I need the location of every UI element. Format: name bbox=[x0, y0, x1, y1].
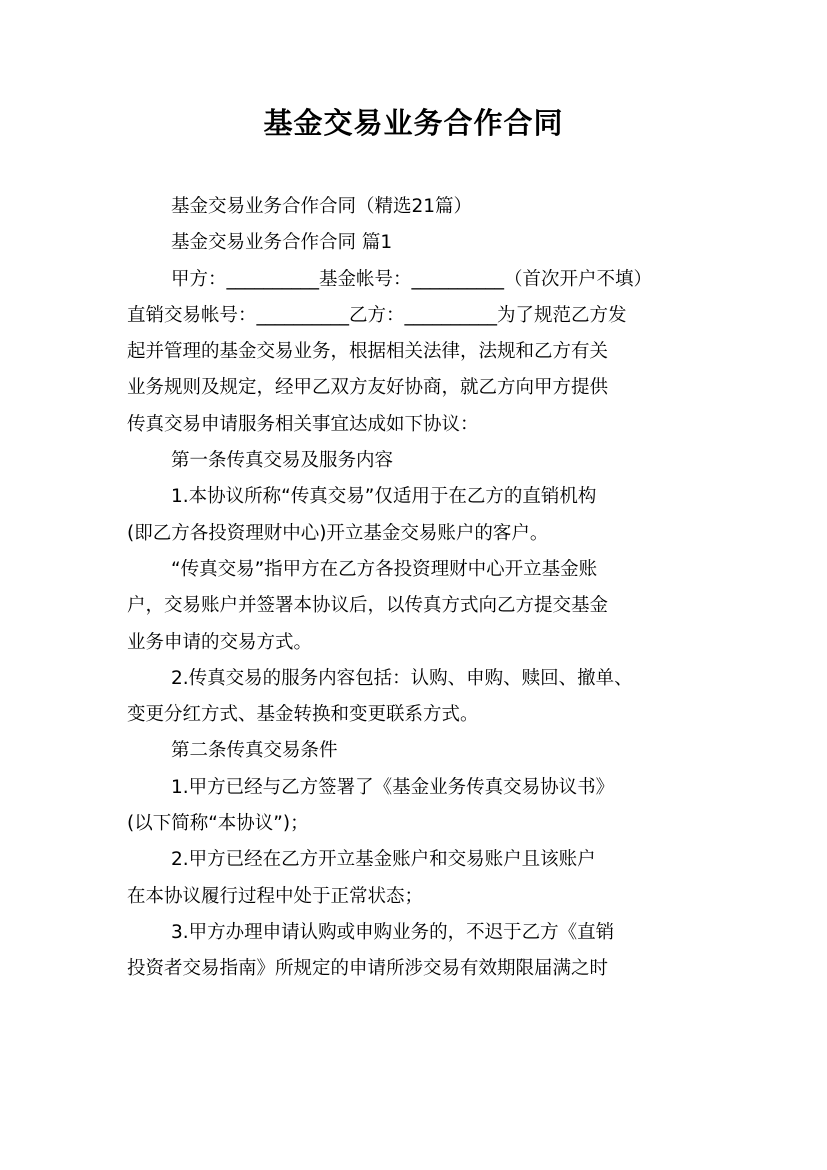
body-line: (以下简称“本协议”)； bbox=[127, 813, 309, 835]
body-line: 在本协议履行过程中处于正常状态； bbox=[127, 885, 424, 907]
body-line: 投资者交易指南》所规定的申请所涉交易有效期限届满之时 bbox=[127, 958, 609, 980]
body-line: 基金交易业务合作合同 篇1 bbox=[171, 232, 393, 254]
body-line: 直销交易帐号：__________乙方：__________为了规范乙方发 bbox=[127, 304, 627, 326]
body-line: 业务规则及规定，经甲乙双方友好协商，就乙方向甲方提供 bbox=[127, 377, 609, 399]
body-line: 2.传真交易的服务内容包括：认购、申购、赎回、撤单、 bbox=[171, 667, 633, 689]
body-line: (即乙方各投资理财中心)开立基金交易账户的客户。 bbox=[127, 522, 549, 544]
body-line: 基金交易业务合作合同（精选21篇） bbox=[171, 196, 473, 217]
section-heading: 第二条传真交易条件 bbox=[171, 740, 338, 762]
body-line: 传真交易申请服务相关事宜达成如下协议： bbox=[127, 413, 479, 435]
body-line: 户，交易账户并签署本协议后，以传真方式向乙方提交基金 bbox=[127, 595, 609, 617]
body-line: “传真交易”指甲方在乙方各投资理财中心开立基金账 bbox=[171, 558, 598, 580]
body-line: 变更分红方式、基金转换和变更联系方式。 bbox=[127, 704, 479, 726]
body-line: 3.甲方办理申请认购或申购业务的，不迟于乙方《直销 bbox=[171, 921, 615, 943]
body-line: 1.甲方已经与乙方签署了《基金业务传真交易协议书》 bbox=[171, 776, 615, 798]
document-title: 基金交易业务合作合同 bbox=[263, 106, 564, 140]
body-line: 1.本协议所称“传真交易”仅适用于在乙方的直销机构 bbox=[171, 486, 597, 508]
body-line: 业务申请的交易方式。 bbox=[127, 631, 313, 653]
body-line: 起并管理的基金交易业务，根据相关法律，法规和乙方有关 bbox=[127, 341, 609, 363]
body-line: 甲方：__________基金帐号：__________（首次开户不填） bbox=[171, 268, 653, 290]
document-body bbox=[127, 189, 717, 988]
body-line: 2.甲方已经在乙方开立基金账户和交易账户且该账户 bbox=[171, 849, 596, 871]
section-heading: 第一条传真交易及服务内容 bbox=[171, 450, 394, 472]
